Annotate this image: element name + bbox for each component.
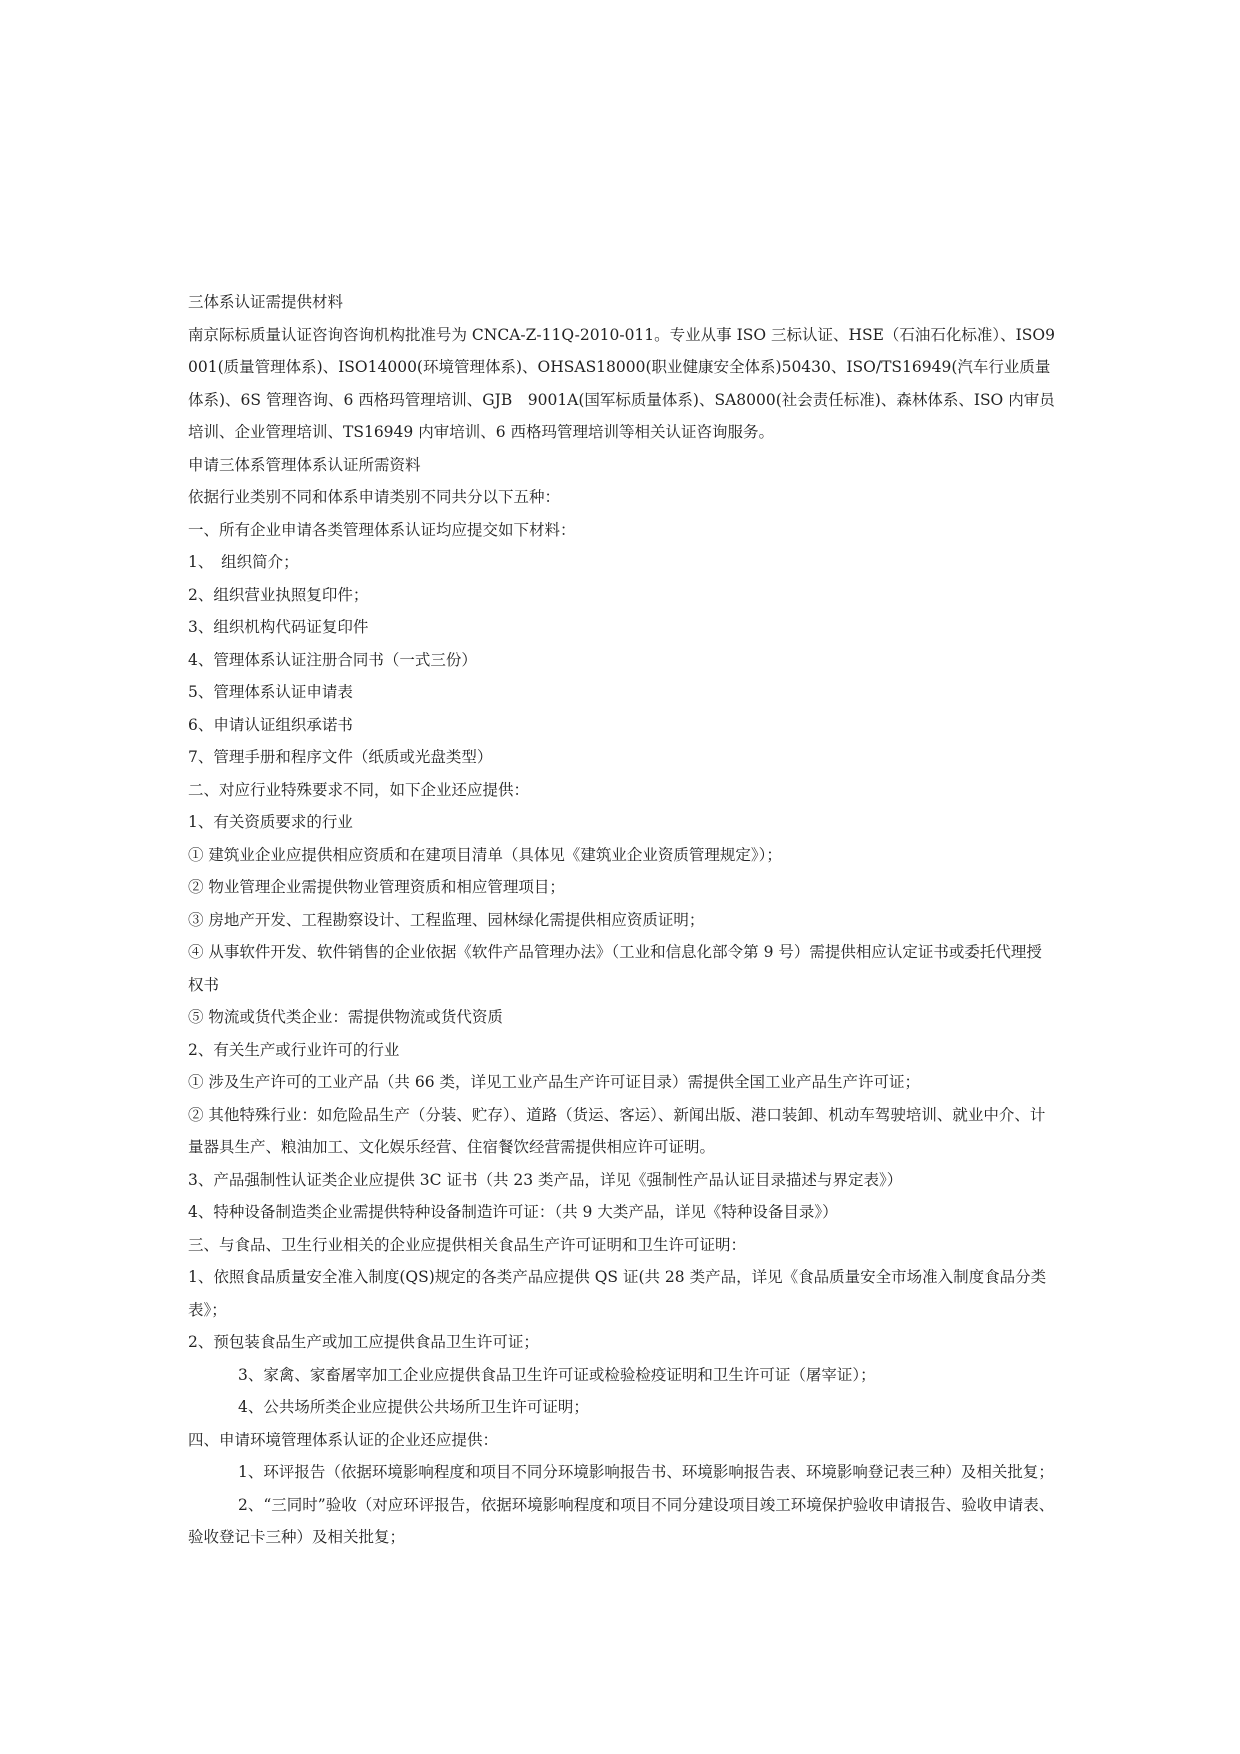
list-item: 2、组织营业执照复印件； <box>188 585 369 604</box>
list-item: 5、管理体系认证申请表 <box>188 683 353 701</box>
list-item: ② 物业管理企业需提供物业管理资质和相应管理项目； <box>188 878 565 896</box>
list-item: 1、 组织简介； <box>188 553 299 571</box>
list-item: 1、环评报告（依据环境影响程度和项目不同分环境影响报告书、环境影响报告表、环境影响登记表三种）及相关批复； <box>238 1463 1054 1481</box>
list-item: ⑤ 物流或货代类企业：需提供物流或货代资质 <box>188 1008 503 1026</box>
paragraph: 依据行业类别不同和体系申请类别不同共分以下五种： <box>188 488 561 506</box>
doc-title: 三体系认证需提供材料 <box>188 293 344 311</box>
list-item: 4、公共场所类企业应提供公共场所卫生许可证明； <box>238 1398 589 1416</box>
list-item: 3、家禽、家畜屠宰加工企业应提供食品卫生许可证或检验检疫证明和卫生许可证（屠宰证）； <box>238 1365 876 1384</box>
list-item: 3、产品强制性认证类企业应提供 3C 证书（共 23 类产品，详见《强制性产品认证目录描述与界定表》） <box>188 1170 903 1189</box>
section-heading-one: 一、所有企业申请各类管理体系认证均应提交如下材料： <box>188 520 576 539</box>
document-body <box>188 286 1056 1554</box>
list-item: 4、管理体系认证注册合同书（一式三份） <box>188 650 477 669</box>
list-item: 7、管理手册和程序文件（纸质或光盘类型） <box>188 748 493 766</box>
list-item: 1、有关资质要求的行业 <box>188 813 353 831</box>
list-item: 1、依照食品质量安全准入制度(QS)规定的各类产品应提供 QS 证(共 28 类产品，详见《食品质量安全市场准入制度食品分类表》； <box>188 1268 1047 1319</box>
list-item: ① 建筑业企业应提供相应资质和在建项目清单（具体见《建筑业企业资质管理规定》）； <box>188 845 782 864</box>
list-item: ④ 从事软件开发、软件销售的企业依据《软件产品管理办法》（工业和信息化部令第 9 号）需提供相应认定证书或委托代理授权书 <box>188 943 1042 994</box>
list-item: 3、组织机构代码证复印件 <box>188 618 369 636</box>
list-item: 2、“三同时”验收（对应环评报告，依据环境影响程度和项目不同分建设项目竣工环境保护验收申请报告、验收申请表、验收登记卡三种）及相关批复； <box>188 1495 1055 1546</box>
list-item: 6、申请认证组织承诺书 <box>188 715 353 734</box>
section-heading-four: 四、申请环境管理体系认证的企业还应提供： <box>188 1430 499 1449</box>
list-item: 2、预包装食品生产或加工应提供食品卫生许可证； <box>188 1333 539 1351</box>
intro-paragraph: 南京际标质量认证咨询咨询机构批准号为 CNCA-Z-11Q-2010-011。专业从事 ISO 三标认证、HSE（石油石化标准）、ISO9001(质量管理体系)、ISO14000(环境管理体系)、OHSAS18000(职业健康安全体系)50430、ISO/TS16949(汽车行业质量体系)、6S 管理咨询、6 西格玛管理培训、GJB 9001A(国军标质量体系)、SA8000(社会责任标准)、森林体系、ISO 内审员培训、企业管理培训、TS16949 内审培训、6 西格玛管理培训等相关认证咨询服务。 <box>188 325 1055 441</box>
section-heading: 申请三体系管理体系认证所需资料 <box>188 455 421 474</box>
list-item: ② 其他特殊行业：如危险品生产（分装、贮存）、道路（货运、客运）、新闻出版、港口装卸、机动车驾驶培训、就业中介、计量器具生产、粮油加工、文化娱乐经营、住宿餐饮经营需提供相应许可证明。 <box>188 1105 1046 1156</box>
list-item: 2、有关生产或行业许可的行业 <box>188 1040 400 1059</box>
list-item: 4、特种设备制造类企业需提供特种设备制造许可证：（共 9 大类产品，详见《特种设备目录》） <box>188 1203 838 1221</box>
section-heading-three: 三、与食品、卫生行业相关的企业应提供相关食品生产许可证明和卫生许可证明： <box>188 1235 747 1254</box>
list-item: ① 涉及生产许可的工业产品（共 66 类，详见工业产品生产许可证目录）需提供全国工业产品生产许可证； <box>188 1073 921 1091</box>
list-item: ③ 房地产开发、工程勘察设计、工程监理、园林绿化需提供相应资质证明； <box>188 910 705 929</box>
section-heading-two: 二、对应行业特殊要求不同，如下企业还应提供： <box>188 780 530 799</box>
